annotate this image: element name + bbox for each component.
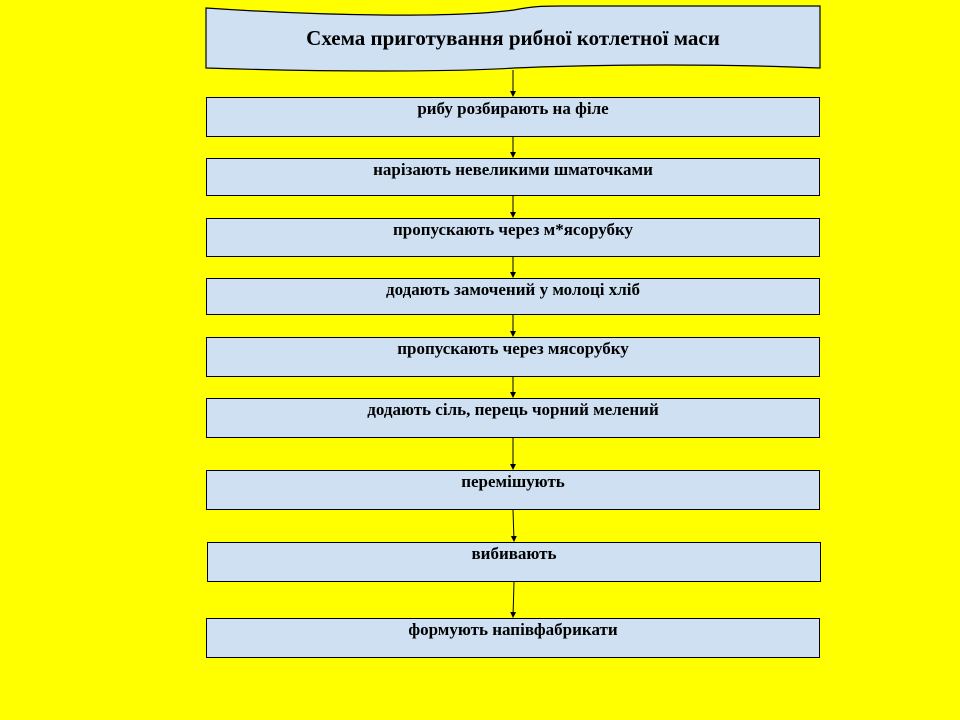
step-box-5: пропускають через мясорубку [206, 337, 820, 377]
step-box-3: пропускають через м*ясорубку [206, 218, 820, 257]
arrow [513, 582, 514, 617]
diagram-title: Схема приготування рибної котлетної маси [306, 26, 720, 50]
step-box-4: додають замочений у молоці хліб [206, 278, 820, 315]
step-box-1: рибу розбирають на філе [206, 97, 820, 137]
step-box-9: формують напівфабрикати [206, 618, 820, 658]
step-box-6: додають сіль, перець чорний мелений [206, 398, 820, 438]
step-box-7: перемішують [206, 470, 820, 510]
step-box-8: вибивають [207, 542, 821, 582]
step-box-2: нарізають невеликими шматочками [206, 158, 820, 196]
arrow [513, 510, 514, 541]
